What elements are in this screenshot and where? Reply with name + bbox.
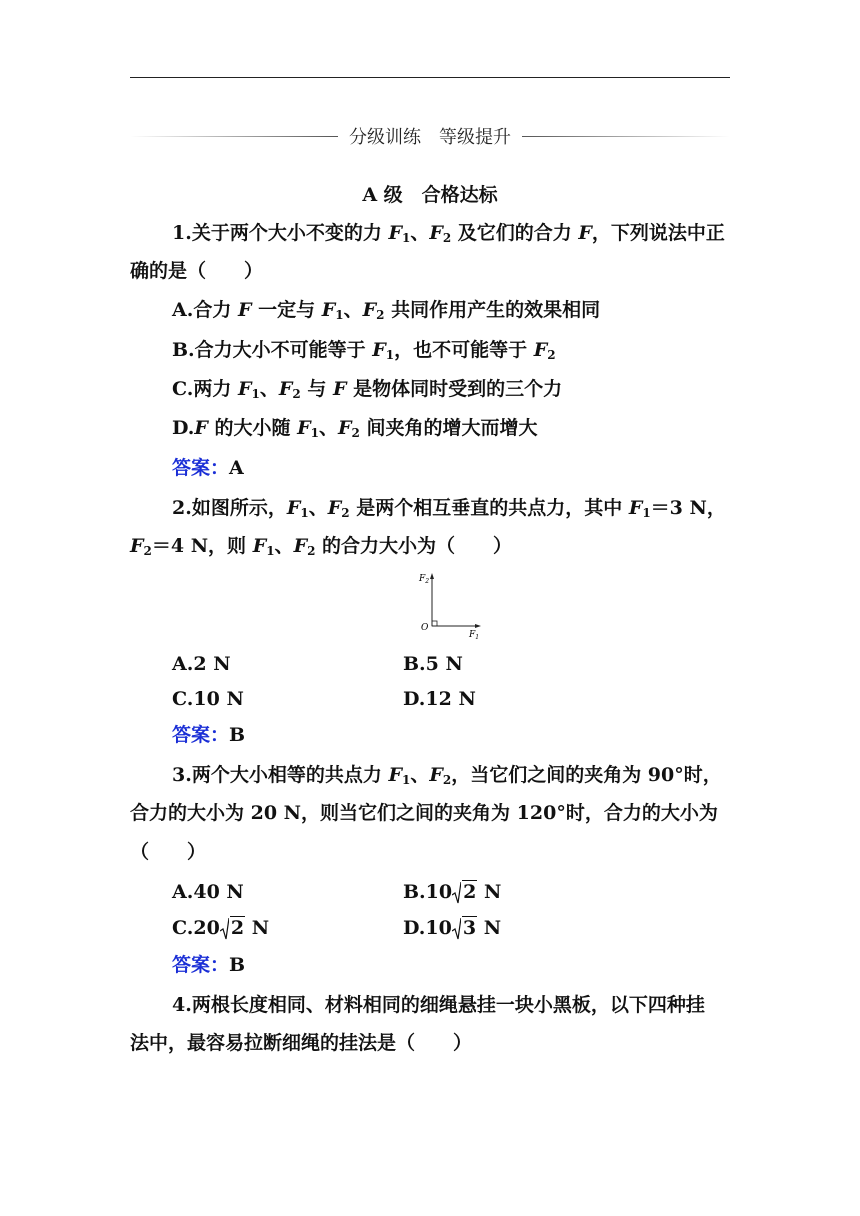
q3-option-d: D.10 3 N <box>403 917 502 939</box>
right-angle-mark <box>432 621 437 626</box>
q2-option-b: B.5 N <box>403 653 463 675</box>
q2-stem-line1: 2.如图所示，$F_1$、$F_2$ 是两个相互垂直的共点力，其中 $F_1=3$ N， <box>172 497 726 520</box>
f1-arrowhead <box>475 624 481 628</box>
q1-option-a: A.合力 F 一定与 $F_1$、$F_2$ 共同作用产生的效果相同 <box>172 299 601 322</box>
q1-option-d: D.F 的大小随 $F_1$、$F_2$ 间夹角的增大而增大 <box>172 417 538 440</box>
banner-rule-left <box>130 136 338 137</box>
q3-option-b: B.10 2 N <box>403 881 502 903</box>
fig-label-origin: O <box>421 623 429 633</box>
force-diagram <box>412 570 492 642</box>
section-heading: A 级 合格达标 <box>362 184 498 206</box>
q1-answer: 答案：A <box>172 457 244 479</box>
section-banner <box>130 121 730 151</box>
q4-stem-line1: 4.两根长度相同、材料相同的细绳悬挂一块小黑板，以下四种挂 <box>172 994 705 1016</box>
sqrt-symbol: 2 <box>452 880 477 904</box>
q1-option-c: C.两力 $F_1$、$F_2$ 与 F 是物体同时受到的三个力 <box>172 378 563 401</box>
banner-rule-right <box>522 136 730 137</box>
q3-stem-line1: 3.两个大小相等的共点力 $F_1$、$F_2$，当它们之间的夹角为 90°时， <box>172 764 722 787</box>
fig-label-f1: $F_1$ <box>469 630 480 641</box>
q2-option-a: A.2 N <box>172 653 231 675</box>
q1-stem-line1: 1.关于两个大小不变的力 $F_1$、$F_2$ 及它们的合力 F，下列说法中正 <box>172 222 725 245</box>
banner-title: 分级训练 等级提升 <box>349 127 511 148</box>
q4-stem-line2: 法中，最容易拉断细绳的挂法是（ ） <box>130 1032 473 1054</box>
q3-option-c: C.20 2 N <box>172 917 270 939</box>
q1-option-b: B.合力大小不可能等于 $F_1$，也不可能等于 $F_2$ <box>172 339 556 362</box>
sqrt-symbol: 3 <box>452 916 477 940</box>
q2-stem-line2: $F_2=4$ N，则 $F_1$、$F_2$ 的合力大小为（ ） <box>130 535 513 558</box>
header-rule <box>130 77 730 78</box>
q2-answer: 答案：B <box>172 724 246 746</box>
q2-option-d: D.12 N <box>403 688 476 710</box>
q3-stem-line3: （ ） <box>130 841 207 863</box>
sqrt-symbol: 2 <box>220 916 245 940</box>
q2-option-c: C.10 N <box>172 688 244 710</box>
q3-answer: 答案：B <box>172 954 246 976</box>
f2-arrowhead <box>430 573 434 579</box>
q1-stem-line2: 确的是（ ） <box>130 260 264 282</box>
q3-option-a: A.40 N <box>172 881 244 903</box>
fig-label-f2: $F_2$ <box>419 574 430 585</box>
q3-stem-line2: 合力的大小为 20 N，则当它们之间的夹角为 120°时，合力的大小为 <box>130 802 718 824</box>
